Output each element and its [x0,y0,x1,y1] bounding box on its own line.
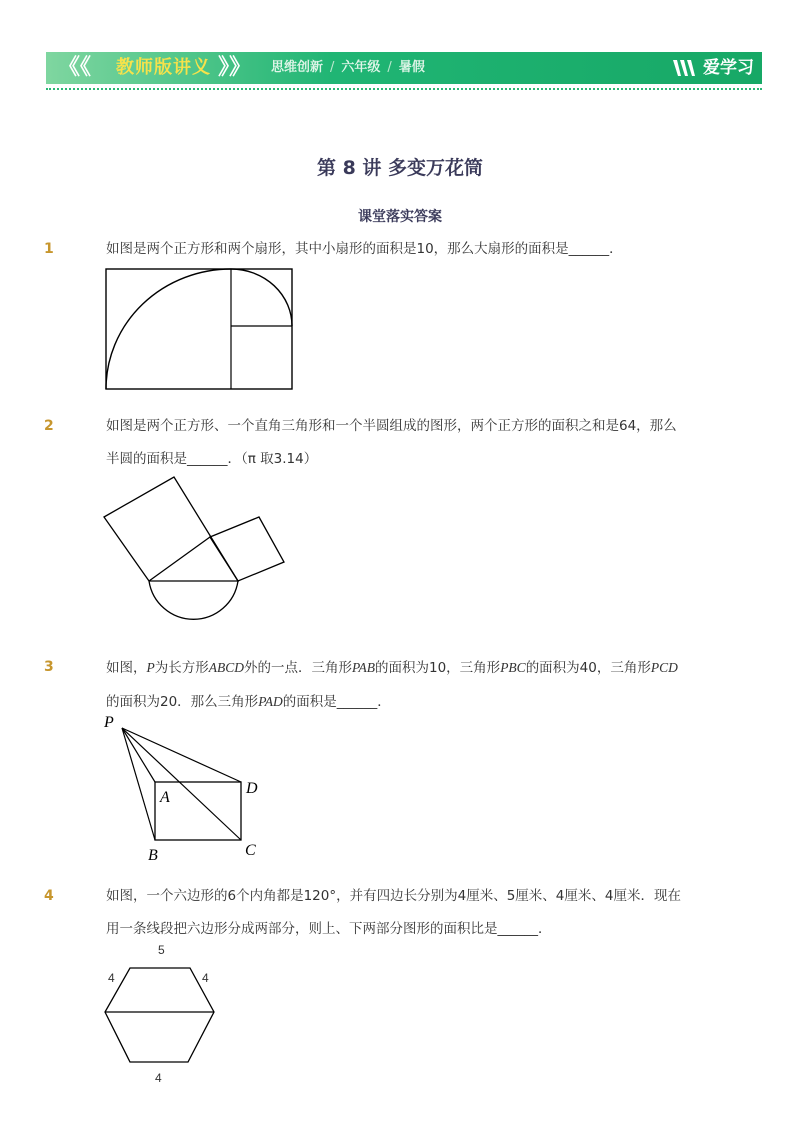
label-top-side: 5 [158,943,165,957]
figure-squares-and-sectors [105,268,295,391]
breadcrumb-separator: / [330,60,335,75]
section-title: 课堂落实答案 [358,209,442,225]
label-d: D [246,780,258,797]
question-line: 如图，P为长方形ABCD外的一点．三角形PAB的面积为10，三角形PBC的面积为40，三角形PCD [106,660,678,676]
brand-label: 教师版讲义 [116,57,211,78]
segment-pb [122,728,155,840]
label-bottom-side: 4 [155,1071,162,1085]
question-number: 4 [44,888,54,904]
breadcrumb-grade: 六年级 [341,60,381,75]
small-sector-arc [231,269,292,326]
question-text [106,410,726,476]
question-number: 2 [44,418,54,434]
question-text [106,880,726,946]
label-left-side: 4 [108,971,115,985]
question-line: 如图是两个正方形和两个扇形，其中小扇形的面积是10，那么大扇形的面积是______． [106,241,623,257]
triangle-leg [149,537,210,581]
semicircle [149,581,238,619]
chevrons-left-icon: 《《 [58,55,92,80]
outer-rectangle [106,269,292,389]
header-divider [46,88,762,90]
large-sector-arc [106,269,231,389]
question-number: 3 [44,659,54,675]
label-right-side: 4 [202,971,209,985]
figure-rectangle-point-p [100,710,270,870]
breadcrumb-subject: 思维创新 [271,60,324,75]
question-line: 用一条线段把六边形分成两部分，则上、下两部分图形的面积比是______． [106,921,552,937]
logo [671,56,754,80]
question-line: 如图，一个六边形的6个内角都是120°，并有四边长分别为4厘米、5厘米、4厘米、4厘米．现在 [106,888,681,904]
question-text [106,651,726,719]
label-b: B [148,847,158,864]
logo-text: 爱学习 [703,58,754,78]
page-header [46,52,762,84]
logo-mark-icon [671,58,699,78]
figure-squares-triangle-semicircle [104,477,284,632]
question-line: 如图是两个正方形、一个直角三角形和一个半圆组成的图形，两个正方形的面积之和是64，那么 [106,418,677,434]
chevrons-right-icon: 》》 [218,55,252,80]
segment-pc [122,728,241,840]
label-a: A [160,789,170,806]
hexagon [105,968,214,1062]
question-number: 1 [44,241,54,257]
segment-pd [122,728,241,782]
breadcrumb [271,59,425,77]
question-line: 的面积为20．那么三角形PAD的面积是______． [106,694,391,710]
small-square [210,517,284,581]
label-p: P [104,714,114,731]
breadcrumb-term: 暑假 [398,60,425,75]
question-text [106,233,726,266]
question-line: 半圆的面积是______．（π 取3.14） [106,451,318,467]
label-c: C [245,842,256,859]
page-title: 第 8 讲 多变万花筒 [316,157,484,179]
figure-hexagon [100,942,230,1087]
breadcrumb-separator: / [387,60,392,75]
